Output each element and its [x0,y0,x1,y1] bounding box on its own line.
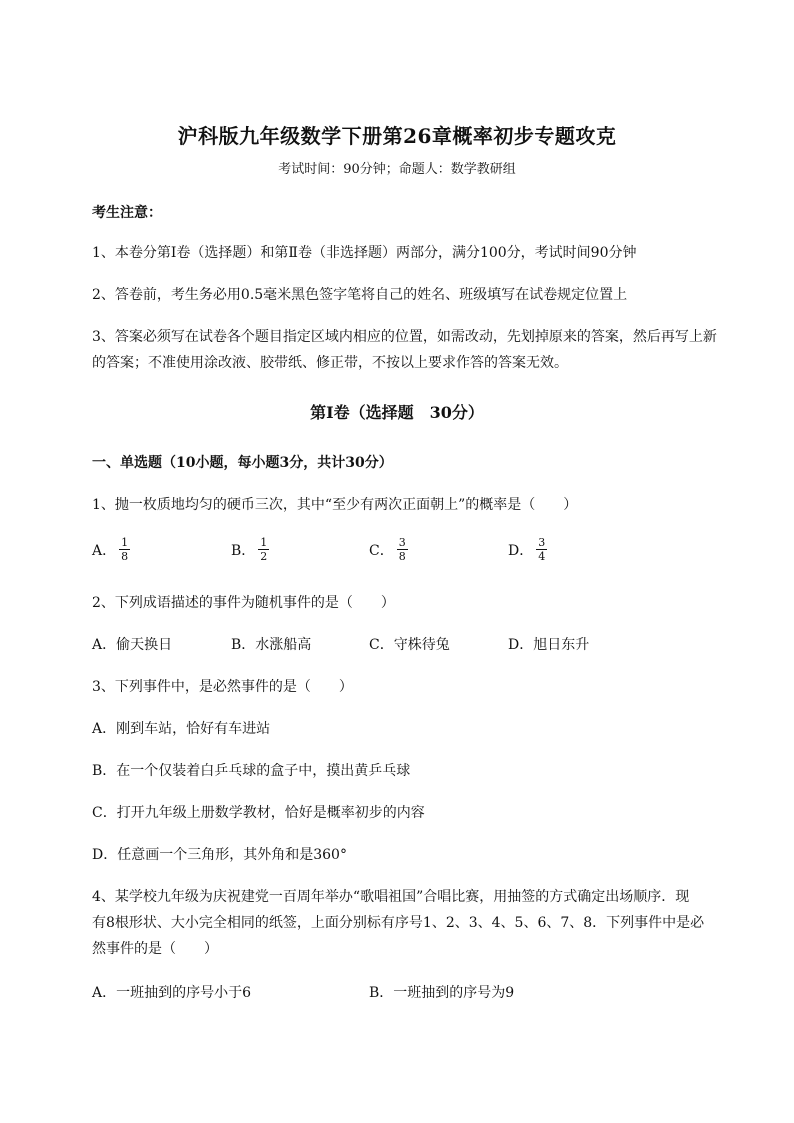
question-3-stem: 3、下列事件中，是必然事件的是（ ） [92,679,353,695]
fraction-numerator: 3 [398,536,406,549]
fraction-denominator: 4 [538,550,546,563]
question-4-option-b[interactable]: B．一班抽到的序号为9 [369,985,515,1001]
question-1-option-a[interactable] [92,536,130,563]
question-4-stem-line-2: 有8根形状、大小完全相同的纸签，上面分别标有序号1、2、3、4、5、6、7、8．下列事件中是必 [92,915,705,931]
notice-item-1: 1、本卷分第I卷（选择题）和第Ⅱ卷（非选择题）两部分，满分100分，考试时间90分钟 [92,245,637,261]
fraction [397,536,408,563]
question-4-option-a[interactable]: A．一班抽到的序号小于6 [92,985,252,1001]
option-label: C． [369,542,394,559]
question-3-option-d[interactable]: D．任意画一个三角形，其外角和是360° [92,847,347,863]
fraction [119,536,130,563]
exam-subtitle: 考试时间：90分钟；命题人：数学教研组 [278,162,516,177]
section-title: 第I卷（选择题 30分） [310,403,484,422]
notice-item-3-line-2: 的答案；不准使用涂改液、胶带纸、修正带，不按以上要求作答的答案无效。 [92,355,568,371]
question-4-stem-line-3: 然事件的是（ ） [92,941,218,957]
question-2-option-b[interactable]: B．水涨船高 [231,637,312,653]
question-3-option-b[interactable]: B．在一个仅装着白乒乓球的盒子中，摸出黄乒乓球 [92,763,411,779]
exam-title: 沪科版九年级数学下册第26章概率初步专题攻克 [177,124,617,148]
question-4-stem-line-1: 4、某学校九年级为庆祝建党一百周年举办“歌唱祖国”合唱比赛，用抽签的方式确定出场顺序．现 [92,889,690,905]
question-2-stem: 2、下列成语描述的事件为随机事件的是（ ） [92,595,395,611]
fraction [536,536,547,563]
fraction-denominator: 8 [398,550,406,563]
question-1-stem: 1、抛一枚质地均匀的硬币三次，其中“至少有两次正面朝上”的概率是（ ） [92,497,578,513]
question-1-option-d[interactable] [508,536,547,563]
fraction-numerator: 1 [260,536,268,549]
question-1-option-b[interactable] [231,536,269,563]
question-1-option-c[interactable] [369,536,408,563]
fraction-denominator: 8 [121,550,129,563]
option-label: D． [508,542,534,559]
fraction-denominator: 2 [260,550,268,563]
notice-item-2: 2、答卷前，考生务必用0.5毫米黑色签字笔将自己的姓名、班级填写在试卷规定位置上 [92,287,628,303]
fraction-numerator: 3 [538,536,546,549]
option-label: B． [231,542,256,559]
question-2-option-a[interactable]: A．偷天换日 [92,637,173,653]
option-label: A． [92,542,117,559]
fraction [258,536,269,563]
question-3-option-c[interactable]: C．打开九年级上册数学教材，恰好是概率初步的内容 [92,805,425,821]
question-2-option-c[interactable]: C．守株待兔 [369,637,450,653]
notice-item-3-line-1: 3、答案必须写在试卷各个题目指定区域内相应的位置，如需改动，先划掉原来的答案，然后再写上新 [92,329,717,345]
notice-heading: 考生注意： [92,205,162,221]
fraction-numerator: 1 [121,536,129,549]
question-2-option-d[interactable]: D．旭日东升 [508,637,590,653]
question-3-option-a[interactable]: A．刚到车站，恰好有车进站 [92,721,271,737]
part-heading: 一、单选题（10小题，每小题3分，共计30分） [92,455,393,471]
